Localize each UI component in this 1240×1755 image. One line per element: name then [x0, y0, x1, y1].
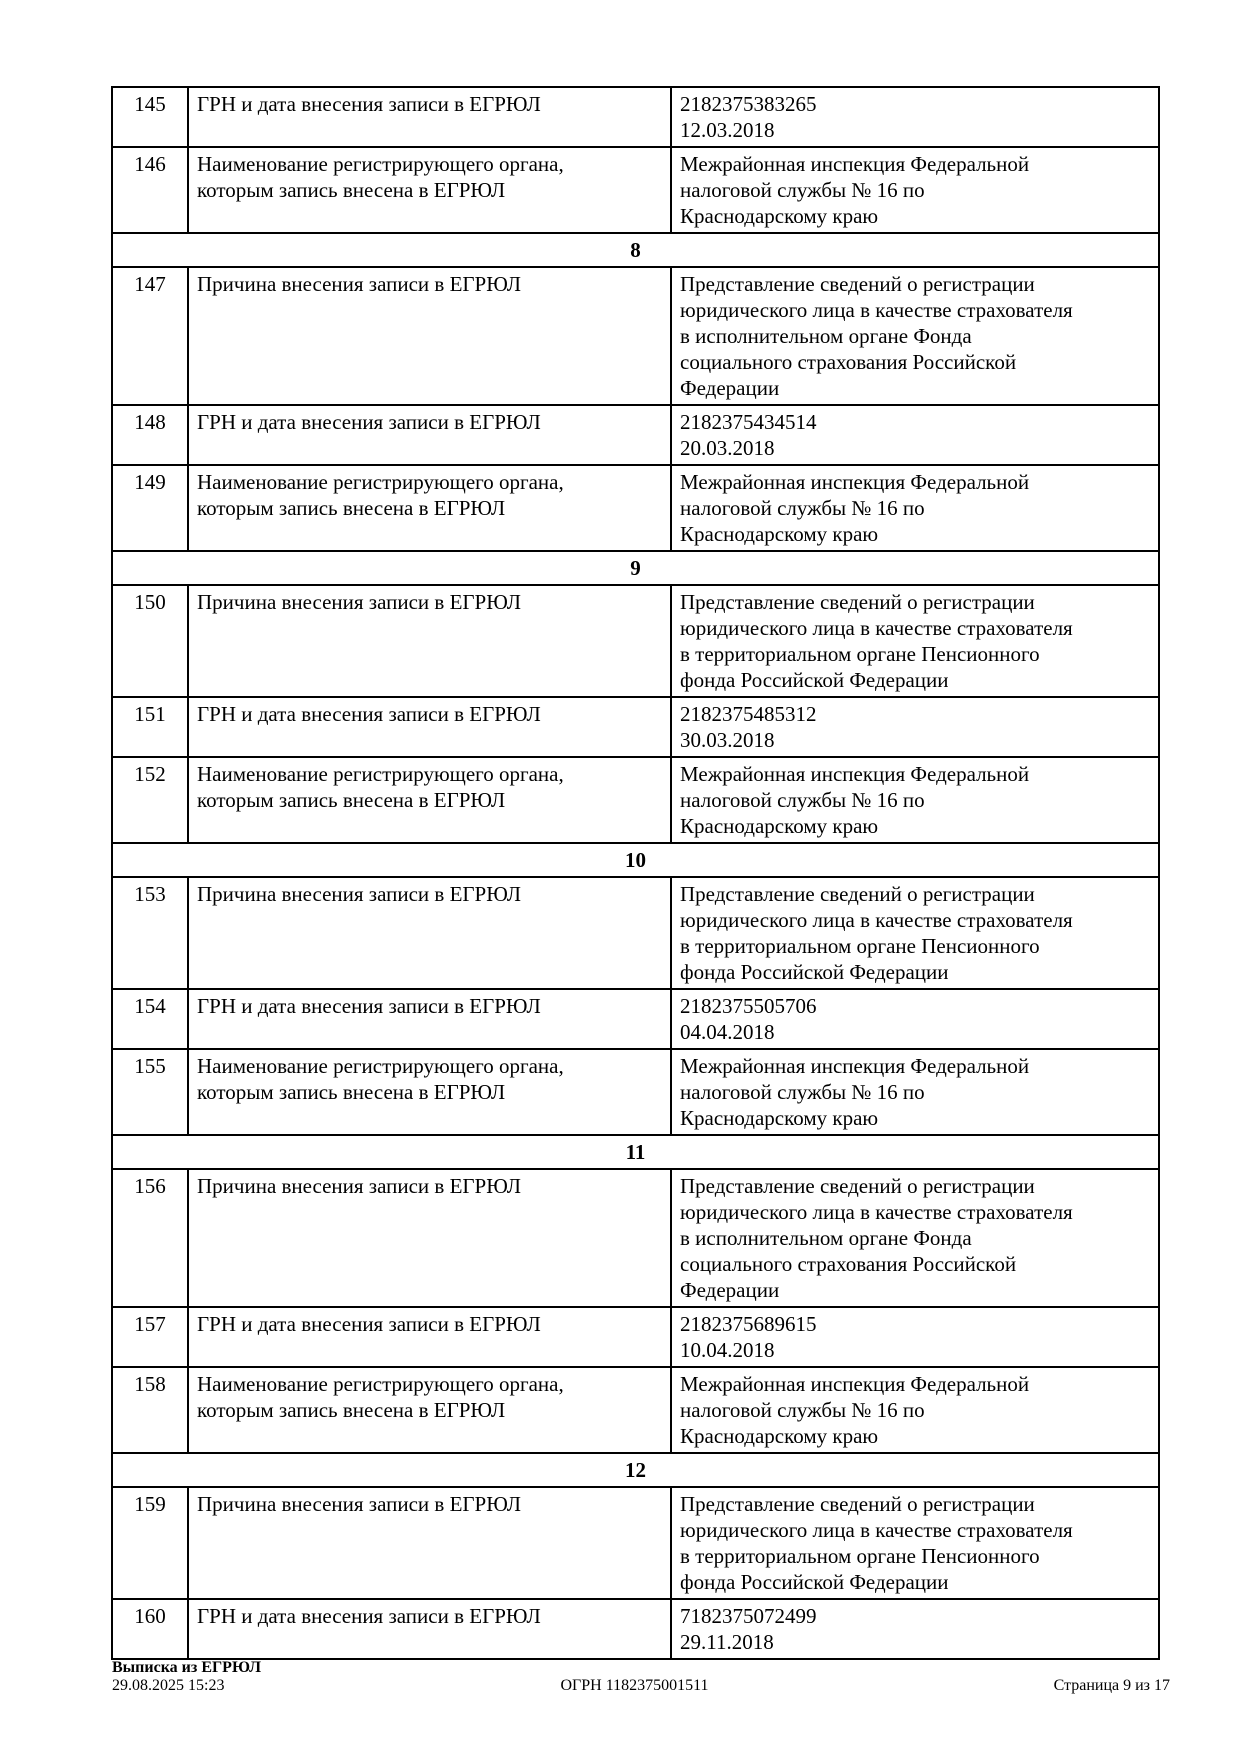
row-number: 147: [112, 267, 188, 405]
text-line: Федерации: [680, 376, 780, 400]
section-number: 8: [112, 233, 1159, 267]
text-line: налоговой службы № 16 по: [680, 178, 925, 202]
row-label: [188, 989, 671, 1049]
row-label: [188, 877, 671, 989]
text-line: Краснодарскому краю: [680, 1424, 879, 1448]
text-line: Причина внесения записи в ЕГРЮЛ: [197, 1174, 522, 1198]
text-line: 10.04.2018: [680, 1338, 775, 1362]
text-line: ГРН и дата внесения записи в ЕГРЮЛ: [197, 410, 541, 434]
text-line: Представление сведений о регистрации: [680, 882, 1035, 906]
row-number: 155: [112, 1049, 188, 1135]
row-value: [671, 87, 1159, 147]
text-line: Причина внесения записи в ЕГРЮЛ: [197, 590, 522, 614]
table-row: [112, 585, 1159, 697]
table-row: [112, 1367, 1159, 1453]
text-line: Краснодарскому краю: [680, 522, 879, 546]
text-line: налоговой службы № 16 по: [680, 496, 925, 520]
table-row: [112, 757, 1159, 843]
row-value: [671, 757, 1159, 843]
text-line: 2182375383265: [680, 92, 817, 116]
text-line: 2182375689615: [680, 1312, 817, 1336]
text-line: фонда Российской Федерации: [680, 960, 949, 984]
text-line: в территориальном органе Пенсионного: [680, 642, 1040, 666]
table-row: [112, 1169, 1159, 1307]
text-line: фонда Российской Федерации: [680, 1570, 949, 1594]
text-line: Наименование регистрирующего органа,: [197, 470, 564, 494]
row-label: [188, 405, 671, 465]
egrul-records-table: [111, 86, 1160, 1660]
text-line: налоговой службы № 16 по: [680, 1080, 925, 1104]
row-label: [188, 1049, 671, 1135]
row-label: [188, 1599, 671, 1659]
row-number: 160: [112, 1599, 188, 1659]
row-value: [671, 585, 1159, 697]
row-number: 146: [112, 147, 188, 233]
table-row: [112, 989, 1159, 1049]
row-value: [671, 989, 1159, 1049]
row-label: [188, 1367, 671, 1453]
text-line: Межрайонная инспекция Федеральной: [680, 152, 1030, 176]
text-line: Межрайонная инспекция Федеральной: [680, 1372, 1030, 1396]
text-line: Межрайонная инспекция Федеральной: [680, 1054, 1030, 1078]
table-row: [112, 1307, 1159, 1367]
section-header-row: [112, 1453, 1159, 1487]
row-number: 151: [112, 697, 188, 757]
row-number: 152: [112, 757, 188, 843]
text-line: 2182375434514: [680, 410, 817, 434]
egrul-table-body: [112, 87, 1159, 1659]
row-value: [671, 697, 1159, 757]
row-number: 145: [112, 87, 188, 147]
text-line: в территориальном органе Пенсионного: [680, 934, 1040, 958]
text-line: Представление сведений о регистрации: [680, 1174, 1035, 1198]
row-value: [671, 147, 1159, 233]
section-header-row: [112, 233, 1159, 267]
row-number: 154: [112, 989, 188, 1049]
row-value: [671, 1307, 1159, 1367]
row-label: [188, 87, 671, 147]
text-line: Причина внесения записи в ЕГРЮЛ: [197, 882, 522, 906]
text-line: которым запись внесена в ЕГРЮЛ: [197, 1080, 506, 1104]
text-line: социального страхования Российской: [680, 350, 1017, 374]
section-header-row: [112, 843, 1159, 877]
text-line: Наименование регистрирующего органа,: [197, 1054, 564, 1078]
text-line: Представление сведений о регистрации: [680, 272, 1035, 296]
text-line: которым запись внесена в ЕГРЮЛ: [197, 178, 506, 202]
text-line: фонда Российской Федерации: [680, 668, 949, 692]
table-row: [112, 697, 1159, 757]
table-row: [112, 405, 1159, 465]
text-line: юридического лица в качестве страхователя: [680, 298, 1073, 322]
row-number: 149: [112, 465, 188, 551]
row-value: [671, 1049, 1159, 1135]
text-line: юридического лица в качестве страхователя: [680, 616, 1073, 640]
footer-ogrn: ОГРН 1182375001511: [560, 1677, 709, 1694]
section-number: 11: [112, 1135, 1159, 1169]
table-row: [112, 1599, 1159, 1659]
section-number: 10: [112, 843, 1159, 877]
row-label: [188, 1307, 671, 1367]
text-line: 04.04.2018: [680, 1020, 775, 1044]
table-row: [112, 147, 1159, 233]
row-label: [188, 585, 671, 697]
text-line: Федерации: [680, 1278, 780, 1302]
row-number: 158: [112, 1367, 188, 1453]
section-number: 9: [112, 551, 1159, 585]
section-header-row: [112, 1135, 1159, 1169]
text-line: социального страхования Российской: [680, 1252, 1017, 1276]
row-value: [671, 1599, 1159, 1659]
text-line: 12.03.2018: [680, 118, 775, 142]
table-row: [112, 1049, 1159, 1135]
row-label: [188, 465, 671, 551]
text-line: в исполнительном органе Фонда: [680, 1226, 972, 1250]
text-line: в территориальном органе Пенсионного: [680, 1544, 1040, 1568]
text-line: ГРН и дата внесения записи в ЕГРЮЛ: [197, 1312, 541, 1336]
row-number: 153: [112, 877, 188, 989]
row-label: [188, 757, 671, 843]
text-line: Наименование регистрирующего органа,: [197, 152, 564, 176]
row-label: [188, 697, 671, 757]
row-number: 157: [112, 1307, 188, 1367]
text-line: юридического лица в качестве страхователя: [680, 1200, 1073, 1224]
table-row: [112, 87, 1159, 147]
text-line: налоговой службы № 16 по: [680, 1398, 925, 1422]
footer-datetime: 29.08.2025 15:23: [112, 1677, 225, 1694]
text-line: Причина внесения записи в ЕГРЮЛ: [197, 272, 522, 296]
text-line: 7182375072499: [680, 1604, 817, 1628]
text-line: 2182375505706: [680, 994, 817, 1018]
row-value: [671, 405, 1159, 465]
text-line: ГРН и дата внесения записи в ЕГРЮЛ: [197, 702, 541, 726]
row-number: 148: [112, 405, 188, 465]
row-label: [188, 267, 671, 405]
text-line: Наименование регистрирующего органа,: [197, 1372, 564, 1396]
section-header-row: [112, 551, 1159, 585]
table-row: [112, 877, 1159, 989]
footer-page-number: Страница 9 из 17: [1053, 1677, 1170, 1694]
text-line: которым запись внесена в ЕГРЮЛ: [197, 496, 506, 520]
row-label: [188, 1487, 671, 1599]
text-line: Причина внесения записи в ЕГРЮЛ: [197, 1492, 522, 1516]
text-line: Краснодарскому краю: [680, 204, 879, 228]
text-line: ГРН и дата внесения записи в ЕГРЮЛ: [197, 1604, 541, 1628]
text-line: юридического лица в качестве страхователя: [680, 1518, 1073, 1542]
text-line: Краснодарскому краю: [680, 814, 879, 838]
text-line: 2182375485312: [680, 702, 817, 726]
table-row: [112, 267, 1159, 405]
row-value: [671, 877, 1159, 989]
text-line: Представление сведений о регистрации: [680, 590, 1035, 614]
section-number: 12: [112, 1453, 1159, 1487]
row-number: 156: [112, 1169, 188, 1307]
row-value: [671, 267, 1159, 405]
footer-doc-name: Выписка из ЕГРЮЛ: [112, 1659, 262, 1676]
text-line: которым запись внесена в ЕГРЮЛ: [197, 788, 506, 812]
text-line: Представление сведений о регистрации: [680, 1492, 1035, 1516]
row-number: 150: [112, 585, 188, 697]
text-line: Наименование регистрирующего органа,: [197, 762, 564, 786]
row-label: [188, 1169, 671, 1307]
row-value: [671, 465, 1159, 551]
table-row: [112, 465, 1159, 551]
text-line: 30.03.2018: [680, 728, 775, 752]
row-value: [671, 1169, 1159, 1307]
text-line: ГРН и дата внесения записи в ЕГРЮЛ: [197, 92, 541, 116]
text-line: 20.03.2018: [680, 436, 775, 460]
row-label: [188, 147, 671, 233]
text-line: Межрайонная инспекция Федеральной: [680, 470, 1030, 494]
table-row: [112, 1487, 1159, 1599]
text-line: ГРН и дата внесения записи в ЕГРЮЛ: [197, 994, 541, 1018]
row-value: [671, 1487, 1159, 1599]
text-line: Межрайонная инспекция Федеральной: [680, 762, 1030, 786]
text-line: налоговой службы № 16 по: [680, 788, 925, 812]
text-line: которым запись внесена в ЕГРЮЛ: [197, 1398, 506, 1422]
text-line: юридического лица в качестве страхователя: [680, 908, 1073, 932]
text-line: Краснодарскому краю: [680, 1106, 879, 1130]
text-line: в исполнительном органе Фонда: [680, 324, 972, 348]
row-number: 159: [112, 1487, 188, 1599]
text-line: 29.11.2018: [680, 1630, 774, 1654]
row-value: [671, 1367, 1159, 1453]
